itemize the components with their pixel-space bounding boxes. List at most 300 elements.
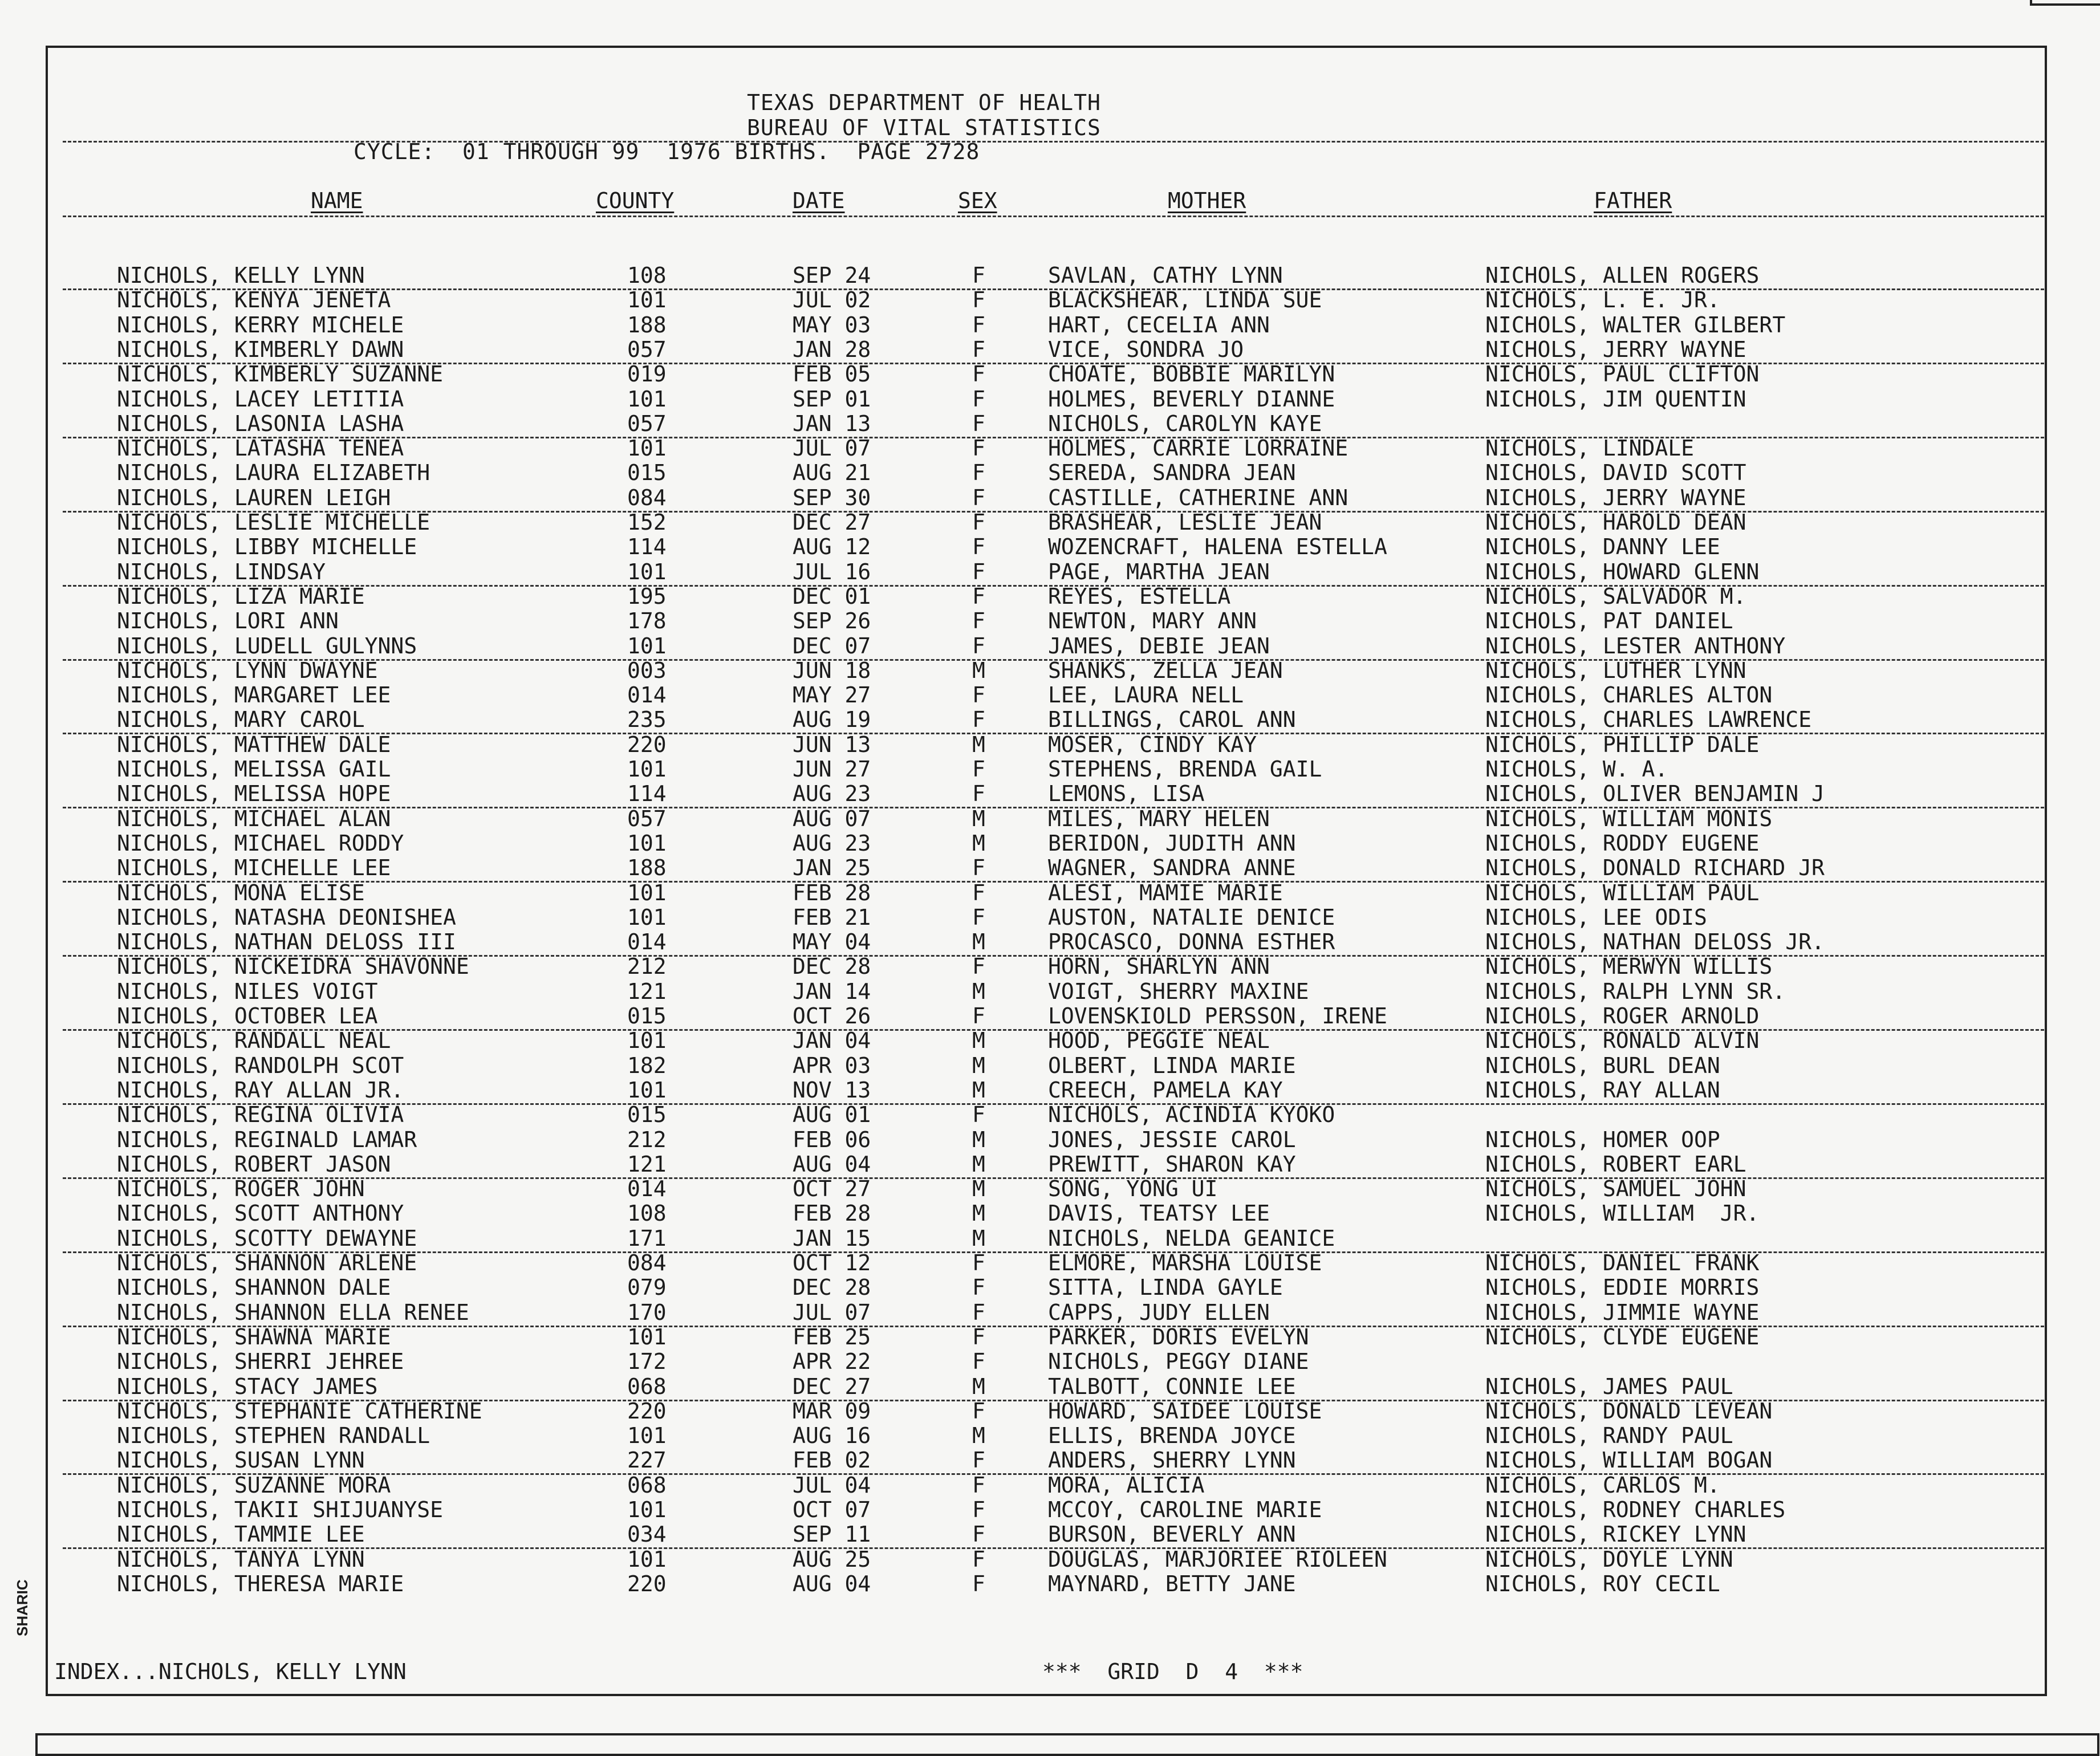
cell-sex: F [972, 954, 985, 979]
cell-father: NICHOLS, LUTHER LYNN [1485, 657, 1746, 683]
table-row [0, 1054, 2047, 1078]
cell-county: 188 [627, 312, 667, 338]
cell-county: 101 [627, 880, 667, 905]
cell-sex: M [972, 830, 985, 856]
cell-father: NICHOLS, DONALD RICHARD JR [1485, 855, 1825, 881]
cell-date: SEP 01 [793, 386, 871, 412]
cell-mother: HOLMES, BEVERLY DIANNE [1048, 386, 1335, 412]
cell-date: JUL 02 [793, 287, 871, 313]
cell-mother: DOUGLAS, MARJORIEE RIOLEEN [1048, 1546, 1387, 1572]
column-sex: SEX [958, 188, 997, 213]
cell-name: NICHOLS, STACY JAMES [117, 1373, 378, 1399]
cell-father: NICHOLS, ROGER ARNOLD [1485, 1003, 1760, 1029]
cell-name: NICHOLS, NATASHA DEONISHEA [117, 904, 456, 930]
cell-father: NICHOLS, RONALD ALVIN [1485, 1028, 1760, 1054]
table-row [0, 930, 2047, 954]
cell-sex: M [972, 929, 985, 955]
cell-father: NICHOLS, LESTER ANTHONY [1485, 633, 1786, 658]
cell-name: NICHOLS, LASONIA LASHA [117, 410, 404, 436]
cell-date: JUN 27 [793, 757, 871, 782]
cell-county: 101 [627, 633, 667, 658]
cell-county: 015 [627, 460, 667, 486]
cell-father: NICHOLS, L. E. JR. [1485, 287, 1720, 313]
cell-name: NICHOLS, SUSAN LYNN [117, 1448, 365, 1473]
cell-name: NICHOLS, MELISSA HOPE [117, 781, 391, 807]
table-row [0, 461, 2047, 485]
cell-sex: M [972, 806, 985, 831]
cell-county: 068 [627, 1472, 667, 1498]
cell-father: NICHOLS, ALLEN ROGERS [1485, 263, 1760, 288]
cell-date: JUL 04 [793, 1472, 871, 1498]
cell-sex: M [972, 1127, 985, 1152]
cell-sex: F [972, 1102, 985, 1128]
cell-father: NICHOLS, PAT DANIEL [1485, 608, 1733, 634]
cell-date: AUG 04 [793, 1151, 871, 1177]
table-row [0, 1448, 2047, 1473]
cell-sex: F [972, 633, 985, 658]
cell-mother: BRASHEAR, LESLIE JEAN [1048, 510, 1322, 535]
cell-county: 101 [627, 386, 667, 412]
cell-mother: BERIDON, JUDITH ANN [1048, 830, 1296, 856]
cell-sex: F [972, 1299, 985, 1325]
cell-mother: NICHOLS, ACINDIA KYOKO [1048, 1102, 1335, 1128]
cell-name: NICHOLS, MICHELLE LEE [117, 855, 391, 881]
table-row [0, 584, 2047, 609]
cell-county: 084 [627, 485, 667, 510]
cell-date: MAY 27 [793, 682, 871, 708]
cell-sex: M [972, 1423, 985, 1449]
cell-sex: F [972, 510, 985, 535]
cell-mother: SEREDA, SANDRA JEAN [1048, 460, 1296, 486]
cell-mother: MILES, MARY HELEN [1048, 806, 1270, 831]
cell-county: 014 [627, 682, 667, 708]
cell-county: 015 [627, 1003, 667, 1029]
cell-mother: JAMES, DEBIE JEAN [1048, 633, 1270, 658]
cell-name: NICHOLS, MARY CAROL [117, 707, 365, 733]
cell-father: NICHOLS, MERWYN WILLIS [1485, 954, 1773, 979]
cell-date: AUG 01 [793, 1102, 871, 1128]
cell-mother: HORN, SHARLYN ANN [1048, 954, 1270, 979]
cell-name: NICHOLS, KERRY MICHELE [117, 312, 404, 338]
cell-mother: PREWITT, SHARON KAY [1048, 1151, 1296, 1177]
cell-county: 152 [627, 510, 667, 535]
table-row [0, 1547, 2047, 1572]
cell-mother: LEE, LAURA NELL [1048, 682, 1244, 708]
cell-name: NICHOLS, LATASHA TENEA [117, 436, 404, 461]
table-row [0, 1029, 2047, 1053]
cell-county: 121 [627, 1151, 667, 1177]
cell-sex: F [972, 583, 985, 609]
cell-county: 057 [627, 806, 667, 831]
cell-father: NICHOLS, JERRY WAYNE [1485, 336, 1746, 362]
cell-date: FEB 28 [793, 880, 871, 905]
cell-county: 195 [627, 583, 667, 609]
cell-county: 235 [627, 707, 667, 733]
cell-name: NICHOLS, KIMBERLY SUZANNE [117, 361, 443, 387]
table-row [0, 1004, 2047, 1029]
cell-mother: SONG, YONG UI [1048, 1176, 1218, 1202]
table-row [0, 1572, 2047, 1596]
cell-father: NICHOLS, LEE ODIS [1485, 904, 1707, 930]
cell-mother: PROCASCO, DONNA ESTHER [1048, 929, 1335, 955]
table-row [0, 757, 2047, 782]
cell-mother: ELLIS, BRENDA JOYCE [1048, 1423, 1296, 1449]
table-row [0, 535, 2047, 559]
table-row [0, 1201, 2047, 1226]
cell-father: NICHOLS, DAVID SCOTT [1485, 460, 1746, 486]
cell-mother: BILLINGS, CAROL ANN [1048, 707, 1296, 733]
table-row [0, 263, 2047, 288]
table-row [0, 338, 2047, 362]
cell-county: 084 [627, 1250, 667, 1275]
table-row [0, 362, 2047, 387]
cell-sex: F [972, 855, 985, 881]
column-father: FATHER [1594, 188, 1672, 213]
table-row [0, 1300, 2047, 1325]
cell-father: NICHOLS, WILLIAM PAUL [1485, 880, 1760, 905]
table-row [0, 881, 2047, 905]
column-name: NAME [311, 188, 363, 213]
cell-county: 101 [627, 830, 667, 856]
cell-father: NICHOLS, DANIEL FRANK [1485, 1250, 1760, 1275]
cell-county: 068 [627, 1373, 667, 1399]
cell-mother: PAGE, MARTHA JEAN [1048, 559, 1270, 584]
cell-mother: ANDERS, SHERRY LYNN [1048, 1448, 1296, 1473]
cell-name: NICHOLS, SCOTT ANTHONY [117, 1201, 404, 1226]
cell-date: OCT 12 [793, 1250, 871, 1275]
cell-father: NICHOLS, LINDALE [1485, 436, 1695, 461]
cell-sex: F [972, 1324, 985, 1349]
cell-date: SEP 30 [793, 485, 871, 510]
cell-sex: M [972, 1201, 985, 1226]
cell-name: NICHOLS, ROBERT JASON [117, 1151, 391, 1177]
cell-date: AUG 12 [793, 534, 871, 560]
cell-county: 014 [627, 929, 667, 955]
cell-sex: F [972, 1275, 985, 1300]
cell-date: AUG 16 [793, 1423, 871, 1449]
cell-sex: M [972, 1176, 985, 1202]
table-row [0, 560, 2047, 584]
cell-father: NICHOLS, JAMES PAUL [1485, 1373, 1733, 1399]
cell-name: NICHOLS, REGINA OLIVIA [117, 1102, 404, 1128]
cell-date: JAN 04 [793, 1028, 871, 1054]
cell-county: 178 [627, 608, 667, 634]
cell-county: 171 [627, 1225, 667, 1251]
cell-date: SEP 26 [793, 608, 871, 634]
cell-sex: F [972, 1398, 985, 1424]
bottom-frame [35, 1733, 2099, 1756]
cell-name: NICHOLS, LAUREN LEIGH [117, 485, 391, 510]
cell-sex: M [972, 1077, 985, 1103]
cell-mother: WOZENCRAFT, HALENA ESTELLA [1048, 534, 1387, 560]
cell-county: 108 [627, 1201, 667, 1226]
table-row [0, 1128, 2047, 1152]
cell-sex: F [972, 312, 985, 338]
cell-name: NICHOLS, RAY ALLAN JR. [117, 1077, 404, 1103]
cell-mother: MCCOY, CAROLINE MARIE [1048, 1497, 1322, 1522]
cell-name: NICHOLS, SCOTTY DEWAYNE [117, 1225, 417, 1251]
cell-sex: F [972, 287, 985, 313]
cell-father: NICHOLS, RALPH LYNN SR. [1485, 978, 1786, 1004]
cycle-line: CYCLE: 01 THROUGH 99 1976 BIRTHS. PAGE 2728 [354, 139, 980, 164]
table-row [0, 1375, 2047, 1399]
cell-name: NICHOLS, MATTHEW DALE [117, 731, 391, 757]
cell-county: 114 [627, 781, 667, 807]
cell-county: 212 [627, 954, 667, 979]
cell-county: 108 [627, 263, 667, 288]
table-row [0, 1152, 2047, 1177]
cell-father: NICHOLS, CARLOS M. [1485, 1472, 1720, 1498]
cell-date: AUG 23 [793, 830, 871, 856]
table-row [0, 782, 2047, 806]
cell-name: NICHOLS, LORI ANN [117, 608, 339, 634]
cell-date: JAN 25 [793, 855, 871, 881]
cell-county: 101 [627, 904, 667, 930]
cell-father: NICHOLS, PAUL CLIFTON [1485, 361, 1760, 387]
cell-county: 220 [627, 731, 667, 757]
cell-county: 014 [627, 1176, 667, 1202]
cell-name: NICHOLS, SHERRI JEHREE [117, 1349, 404, 1375]
cell-mother: PARKER, DORIS EVELYN [1048, 1324, 1309, 1349]
cell-sex: F [972, 263, 985, 288]
cell-name: NICHOLS, SUZANNE MORA [117, 1472, 391, 1498]
table-row [0, 807, 2047, 831]
cell-date: AUG 25 [793, 1546, 871, 1572]
cell-father: NICHOLS, HOWARD GLENN [1485, 559, 1760, 584]
cell-name: NICHOLS, KIMBERLY DAWN [117, 336, 404, 362]
table-row [0, 1078, 2047, 1103]
cell-mother: LOVENSKIOLD PERSSON, IRENE [1048, 1003, 1387, 1029]
cell-sex: F [972, 880, 985, 905]
cell-sex: F [972, 1250, 985, 1275]
cell-name: NICHOLS, LUDELL GULYNNS [117, 633, 417, 658]
cell-county: 057 [627, 410, 667, 436]
cell-date: JUN 18 [793, 657, 871, 683]
cell-father: NICHOLS, WILLIAM BOGAN [1485, 1448, 1773, 1473]
cell-date: DEC 28 [793, 1275, 871, 1300]
top-frame [2030, 0, 2100, 6]
table-row [0, 609, 2047, 633]
cell-sex: M [972, 1151, 985, 1177]
cell-name: NICHOLS, THERESA MARIE [117, 1571, 404, 1596]
table-row [0, 387, 2047, 412]
cell-county: 121 [627, 978, 667, 1004]
cell-name: NICHOLS, SHAWNA MARIE [117, 1324, 391, 1349]
cell-date: FEB 05 [793, 361, 871, 387]
cell-name: NICHOLS, TAKII SHIJUANYSE [117, 1497, 443, 1522]
cell-sex: F [972, 1003, 985, 1029]
cell-name: NICHOLS, REGINALD LAMAR [117, 1127, 417, 1152]
cell-sex: F [972, 534, 985, 560]
cell-mother: SITTA, LINDA GAYLE [1048, 1275, 1283, 1300]
cell-date: MAY 03 [793, 312, 871, 338]
report-title: TEXAS DEPARTMENT OF HEALTH [747, 90, 1101, 115]
cell-name: NICHOLS, LAURA ELIZABETH [117, 460, 430, 486]
cell-county: 101 [627, 1324, 667, 1349]
cell-father: NICHOLS, DONALD LEVEAN [1485, 1398, 1773, 1424]
cell-sex: F [972, 386, 985, 412]
cell-name: NICHOLS, SHANNON ARLENE [117, 1250, 417, 1275]
cell-county: 101 [627, 757, 667, 782]
cell-father: NICHOLS, CHARLES ALTON [1485, 682, 1773, 708]
cell-county: 220 [627, 1571, 667, 1596]
cell-name: NICHOLS, MARGARET LEE [117, 682, 391, 708]
cell-mother: DAVIS, TEATSY LEE [1048, 1201, 1270, 1226]
column-rule [63, 216, 2044, 217]
cell-date: JAN 15 [793, 1225, 871, 1251]
cell-sex: F [972, 460, 985, 486]
cell-mother: CREECH, PAMELA KAY [1048, 1077, 1283, 1103]
index-footer: INDEX...NICHOLS, KELLY LYNN [54, 1659, 407, 1684]
table-row [0, 683, 2047, 708]
cell-name: NICHOLS, LIZA MARIE [117, 583, 365, 609]
cell-sex: F [972, 707, 985, 733]
cell-name: NICHOLS, LIBBY MICHELLE [117, 534, 417, 560]
cell-mother: WAGNER, SANDRA ANNE [1048, 855, 1296, 881]
cell-sex: F [972, 1546, 985, 1572]
cell-sex: F [972, 361, 985, 387]
cell-date: FEB 21 [793, 904, 871, 930]
cell-county: 101 [627, 1077, 667, 1103]
cell-father: NICHOLS, WILLIAM JR. [1485, 1201, 1760, 1226]
cell-sex: F [972, 1497, 985, 1522]
cell-name: NICHOLS, RANDALL NEAL [117, 1028, 391, 1054]
cell-mother: BLACKSHEAR, LINDA SUE [1048, 287, 1322, 313]
cell-name: NICHOLS, STEPHANIE CATHERINE [117, 1398, 482, 1424]
cell-county: 079 [627, 1275, 667, 1300]
cell-name: NICHOLS, KELLY LYNN [117, 263, 365, 288]
cell-mother: LEMONS, LISA [1048, 781, 1205, 807]
cell-county: 101 [627, 1028, 667, 1054]
cell-date: MAR 09 [793, 1398, 871, 1424]
cell-father: NICHOLS, WALTER GILBERT [1485, 312, 1786, 338]
cell-father: NICHOLS, ROY CECIL [1485, 1571, 1720, 1596]
cell-sex: F [972, 608, 985, 634]
grid-footer: *** GRID D 4 *** [1042, 1659, 1303, 1684]
cell-county: 057 [627, 336, 667, 362]
cell-name: NICHOLS, MONA ELISE [117, 880, 365, 905]
cell-sex: M [972, 657, 985, 683]
cell-county: 101 [627, 1497, 667, 1522]
cell-father: NICHOLS, SALVADOR M. [1485, 583, 1746, 609]
cell-date: DEC 28 [793, 954, 871, 979]
table-row [0, 658, 2047, 683]
table-row [0, 1424, 2047, 1448]
cell-name: NICHOLS, ROGER JOHN [117, 1176, 365, 1202]
cell-county: 188 [627, 855, 667, 881]
cell-mother: NICHOLS, PEGGY DIANE [1048, 1349, 1309, 1375]
table-row [0, 1177, 2047, 1201]
column-county: COUNTY [596, 188, 675, 213]
table-row [0, 412, 2047, 436]
cell-county: 220 [627, 1398, 667, 1424]
table-row [0, 634, 2047, 658]
cell-name: NICHOLS, MICHAEL RODDY [117, 830, 404, 856]
table-row [0, 1103, 2047, 1127]
cell-name: NICHOLS, LINDSAY [117, 559, 326, 584]
cell-mother: ELMORE, MARSHA LOUISE [1048, 1250, 1322, 1275]
cell-date: AUG 23 [793, 781, 871, 807]
cell-mother: HOLMES, CARRIE LORRAINE [1048, 436, 1348, 461]
cell-date: DEC 07 [793, 633, 871, 658]
cell-county: 101 [627, 559, 667, 584]
table-row [0, 1399, 2047, 1424]
cell-date: FEB 06 [793, 1127, 871, 1152]
cell-father: NICHOLS, CHARLES LAWRENCE [1485, 707, 1811, 733]
table-row [0, 1251, 2047, 1275]
table-row [0, 288, 2047, 312]
cell-father: NICHOLS, W. A. [1485, 757, 1668, 782]
cell-mother: SHANKS, ZELLA JEAN [1048, 657, 1283, 683]
cell-sex: F [972, 410, 985, 436]
cell-county: 114 [627, 534, 667, 560]
cell-mother: REYES, ESTELLA [1048, 583, 1231, 609]
table-row [0, 1498, 2047, 1522]
cell-father: NICHOLS, RODNEY CHARLES [1485, 1497, 1786, 1522]
table-row [0, 486, 2047, 510]
side-stamp: SHARIC [14, 1579, 31, 1636]
cell-sex: M [972, 1373, 985, 1399]
cell-date: AUG 21 [793, 460, 871, 486]
cell-sex: M [972, 1225, 985, 1251]
cell-date: FEB 25 [793, 1324, 871, 1349]
cell-date: JAN 13 [793, 410, 871, 436]
cell-mother: NICHOLS, NELDA GEANICE [1048, 1225, 1335, 1251]
cell-date: OCT 27 [793, 1176, 871, 1202]
cell-sex: F [972, 1522, 985, 1547]
cell-sex: F [972, 1448, 985, 1473]
report-subtitle: BUREAU OF VITAL STATISTICS [747, 115, 1101, 140]
cell-county: 019 [627, 361, 667, 387]
cell-county: 101 [627, 436, 667, 461]
cell-name: NICHOLS, MELISSA GAIL [117, 757, 391, 782]
cell-mother: JONES, JESSIE CAROL [1048, 1127, 1296, 1152]
cell-father: NICHOLS, PHILLIP DALE [1485, 731, 1760, 757]
cell-date: JUL 16 [793, 559, 871, 584]
cell-father: NICHOLS, HOMER OOP [1485, 1127, 1720, 1152]
cell-date: DEC 27 [793, 1373, 871, 1399]
cell-father: NICHOLS, RODDY EUGENE [1485, 830, 1760, 856]
cell-father: NICHOLS, ROBERT EARL [1485, 1151, 1746, 1177]
cell-mother: CHOATE, BOBBIE MARILYN [1048, 361, 1335, 387]
cell-sex: M [972, 978, 985, 1004]
table-row [0, 313, 2047, 338]
table-row [0, 1473, 2047, 1498]
cell-mother: TALBOTT, CONNIE LEE [1048, 1373, 1296, 1399]
cell-county: 170 [627, 1299, 667, 1325]
cell-mother: CASTILLE, CATHERINE ANN [1048, 485, 1348, 510]
cell-father: NICHOLS, DANNY LEE [1485, 534, 1720, 560]
cell-mother: OLBERT, LINDA MARIE [1048, 1052, 1296, 1078]
cell-mother: MAYNARD, BETTY JANE [1048, 1571, 1296, 1596]
cell-sex: F [972, 904, 985, 930]
table-row [0, 979, 2047, 1004]
cell-date: AUG 19 [793, 707, 871, 733]
cell-mother: NICHOLS, CAROLYN KAYE [1048, 410, 1322, 436]
cell-name: NICHOLS, MICHAEL ALAN [117, 806, 391, 831]
cell-date: FEB 02 [793, 1448, 871, 1473]
cell-date: DEC 27 [793, 510, 871, 535]
cell-mother: VICE, SONDRA JO [1048, 336, 1244, 362]
cell-father: NICHOLS, DOYLE LYNN [1485, 1546, 1733, 1572]
cell-sex: F [972, 1349, 985, 1375]
column-mother: MOTHER [1168, 188, 1246, 213]
cell-father: NICHOLS, JIM QUENTIN [1485, 386, 1746, 412]
cell-mother: CAPPS, JUDY ELLEN [1048, 1299, 1270, 1325]
cell-date: APR 22 [793, 1349, 871, 1375]
cell-father: NICHOLS, HAROLD DEAN [1485, 510, 1746, 535]
table-row [0, 1325, 2047, 1349]
